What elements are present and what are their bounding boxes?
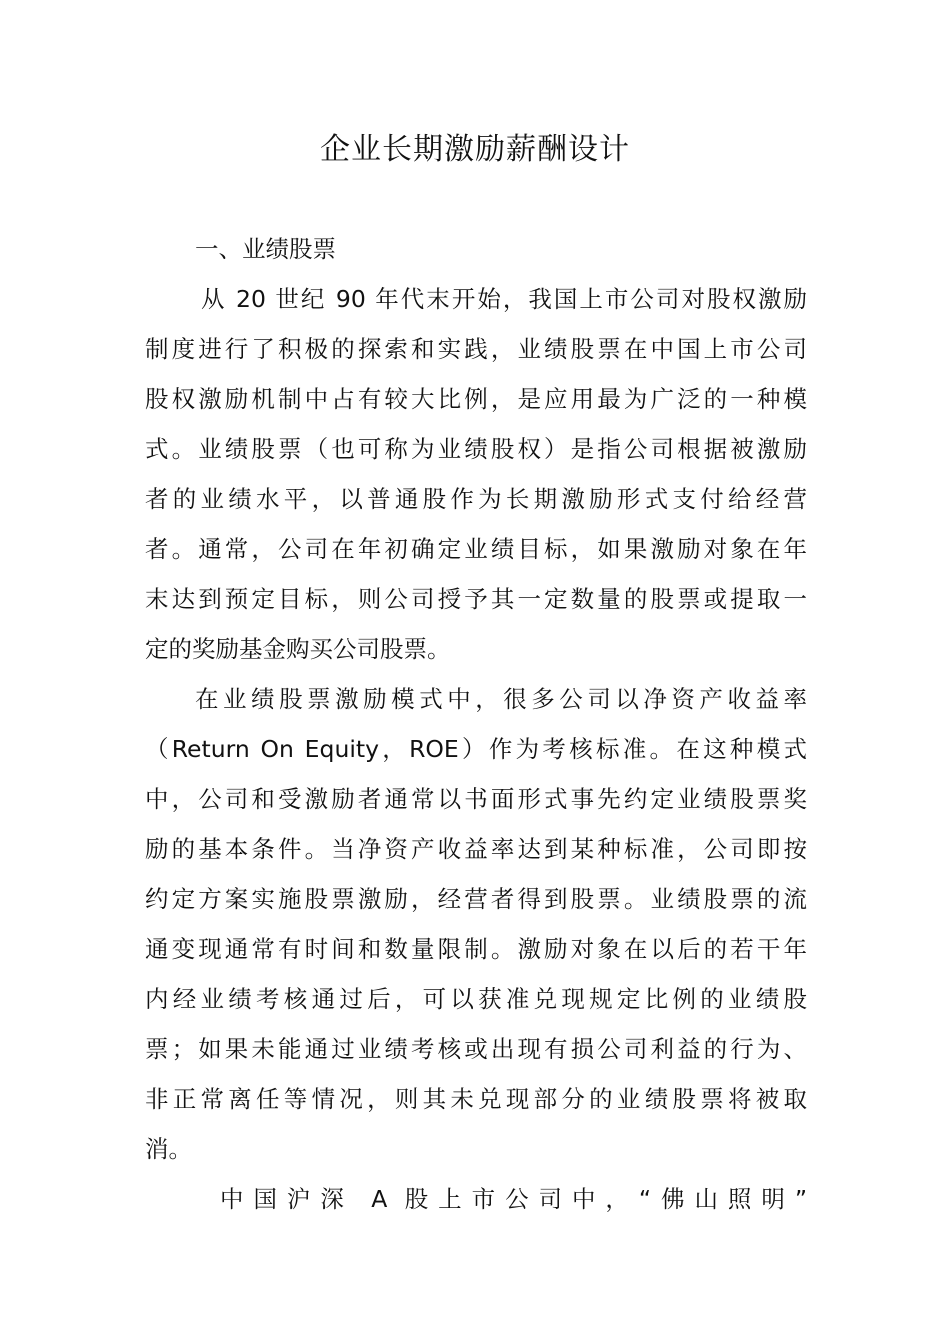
paragraph-1-line-5: 者的业绩水平，以普通股作为长期激励形式支付给经营 [145,485,807,513]
section-heading: 一、业绩股票 [195,235,336,263]
paragraph-1-line-3: 股权激励机制中占有较大比例，是应用最为广泛的一种模 [145,385,807,413]
paragraph-1-line-2: 制度进行了积极的探索和实践，业绩股票在中国上市公司 [145,335,807,363]
paragraph-3-line-1: 中国沪深 A 股上市公司中，“佛山照明” [220,1185,807,1213]
paragraph-1-line-4: 式。业绩股票（也可称为业绩股权）是指公司根据被激励 [145,435,807,463]
paragraph-2-line-3: 中，公司和受激励者通常以书面形式事先约定业绩股票奖 [145,785,807,813]
paragraph-1-line-8: 定的奖励基金购买公司股票。 [145,635,451,663]
document-title: 企业长期激励薪酬设计 [320,132,630,167]
paragraph-1-line-7: 末达到预定目标，则公司授予其一定数量的股票或提取一 [145,585,807,613]
paragraph-2-line-4: 励的基本条件。当净资产收益率达到某种标准，公司即按 [145,835,807,863]
paragraph-2-line-8: 票；如果未能通过业绩考核或出现有损公司利益的行为、 [145,1035,807,1063]
paragraph-1-line-1: 从 20 世纪 90 年代末开始，我国上市公司对股权激励 [201,285,807,313]
paragraph-2-line-5: 约定方案实施股票激励，经营者得到股票。业绩股票的流 [145,885,807,913]
paragraph-2-line-6: 通变现通常有时间和数量限制。激励对象在以后的若干年 [145,935,807,963]
paragraph-2-line-10: 消。 [145,1135,192,1163]
paragraph-2-line-9: 非正常离任等情况，则其未兑现部分的业绩股票将被取 [145,1085,807,1113]
paragraph-2-line-7: 内经业绩考核通过后，可以获准兑现规定比例的业绩股 [145,985,807,1013]
paragraph-2-line-2: （Return On Equity，ROE）作为考核标准。在这种模式 [145,735,807,763]
paragraph-2-line-1: 在业绩股票激励模式中，很多公司以净资产收益率 [195,685,807,713]
paragraph-1-line-6: 者。通常，公司在年初确定业绩目标，如果激励对象在年 [145,535,807,563]
